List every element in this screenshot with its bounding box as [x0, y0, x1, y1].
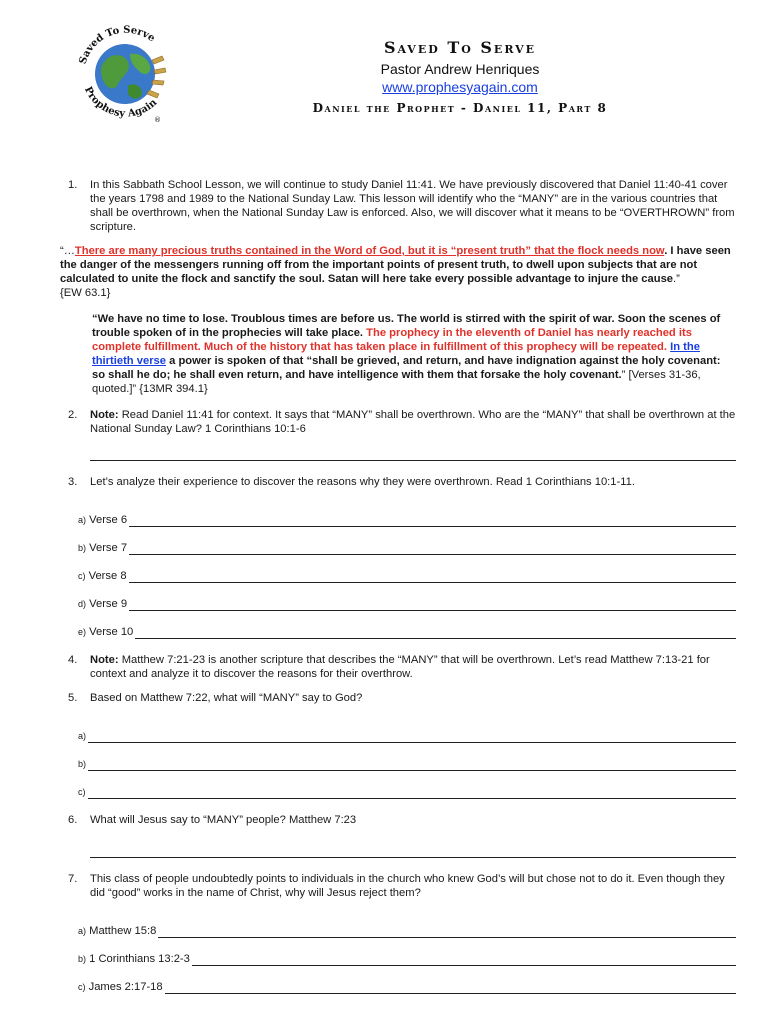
item-letter: d): [78, 599, 87, 609]
item-label: Matthew 15:8: [86, 925, 157, 937]
question-number: 5.: [68, 692, 78, 704]
question-6: [60, 813, 736, 827]
question-number: 7.: [68, 873, 78, 885]
page-title: Saved To Serve: [384, 38, 536, 57]
verse-link[interactable]: In the thirtieth verse: [92, 341, 700, 367]
item-letter: c): [78, 982, 86, 992]
answer-row[interactable]: [78, 938, 736, 966]
question-7: [60, 872, 736, 900]
quote-body: . I have seen the danger of the messengers running off from the important points of present truth, to dwell upon subjects that are not calculated to unite the flock and sanctify the soul. Satan will here take every possible advantage to injure the cause: [60, 245, 731, 285]
question-text: Let’s analyze their experience to discover the reasons why they were overthrown. Read 1 Corinthians 10:1-11.: [90, 476, 635, 488]
quote-reference: ” [Verses 31-36, quoted.]” {13MR 394.1}: [92, 369, 701, 395]
question-number: 3.: [68, 476, 78, 488]
answer-line[interactable]: [129, 570, 736, 583]
globe-logo: [70, 16, 180, 126]
pastor-name: Pastor Andrew Henriques: [380, 61, 540, 77]
note-label: Note:: [90, 409, 119, 421]
answer-line[interactable]: [129, 598, 736, 611]
item-letter: c): [78, 571, 86, 581]
quote-early-writings: [60, 244, 736, 300]
item-label: James 2:17-18: [85, 981, 163, 993]
answer-line[interactable]: [165, 981, 736, 994]
quote-highlight: There are many precious truths contained in the Word of God, but it is “present truth” that the flock needs now: [74, 245, 665, 257]
quote-body-2: a power is spoken of that “shall be grieved, and return, and have indignation against the holy covenant: so shall he do; he shall even return, and have intelligence with them that forsake the holy covenant.: [92, 355, 721, 381]
svg-text:Prophesy Again: Prophesy Again: [81, 85, 160, 120]
answer-row[interactable]: [78, 527, 736, 555]
svg-text:Saved To Serve: Saved To Serve: [77, 24, 157, 66]
quote-body: “We have no time to lose. Troublous times are before us. The world is stirred with the spirit of war. Soon the scenes of trouble spoken of in the prophecies will take place.: [92, 313, 721, 339]
question-text: Read Daniel 11:41 for context. It says that “MANY” shall be overthrown. Who are the “MANY” that shall be overthrown at the National Sunday Law? 1 Corinthians 10:1-6: [90, 409, 736, 435]
item-letter: e): [78, 627, 87, 637]
answer-row[interactable]: [78, 743, 736, 771]
item-letter: b): [78, 759, 87, 769]
item-label: Verse 10: [86, 626, 134, 638]
question-1: [60, 178, 736, 234]
answer-line[interactable]: [135, 626, 736, 639]
quote-manuscript: [60, 312, 736, 396]
question-2: [60, 408, 736, 436]
quote-close: .”: [673, 273, 680, 285]
item-letter: a): [78, 731, 87, 741]
item-label: 1 Corinthians 13:2-3: [86, 953, 190, 965]
lesson-content: [60, 178, 736, 994]
question-number: 2.: [68, 409, 78, 421]
answer-row[interactable]: [78, 499, 736, 527]
answer-line[interactable]: [129, 542, 736, 555]
note-label: Note:: [90, 654, 119, 666]
item-letter: b): [78, 954, 87, 964]
quote-highlight: The prophecy in the eleventh of Daniel has nearly reached its complete fulfillment. Much of the history that has taken place in fulfillment of this prophecy will be repeated.: [92, 327, 692, 353]
answer-line[interactable]: [90, 446, 736, 461]
answer-row[interactable]: [78, 555, 736, 583]
question-text: This class of people undoubtedly points to individuals in the church who knew God’s will but chose not to do it. Even though they did “good” works in the name of Christ, why will Jesus reject them?: [90, 873, 725, 899]
answer-row[interactable]: [78, 715, 736, 743]
question-3: [60, 475, 736, 489]
answer-row[interactable]: [78, 611, 736, 639]
answer-line[interactable]: [158, 925, 736, 938]
question-number: 1.: [68, 179, 78, 191]
question-text: What will Jesus say to “MANY” people? Matthew 7:23: [90, 814, 357, 826]
item-letter: a): [78, 515, 87, 525]
answer-row[interactable]: [78, 910, 736, 938]
header: [230, 38, 690, 115]
quote-open: “…: [60, 245, 75, 257]
answer-line[interactable]: [88, 786, 737, 799]
lesson-subtitle: Daniel the Prophet - Daniel 11, Part 8: [312, 101, 608, 115]
item-label: Verse 6: [86, 514, 128, 526]
item-letter: a): [78, 926, 87, 936]
question-number: 4.: [68, 654, 78, 666]
answer-row[interactable]: [78, 966, 736, 994]
question-text: In this Sabbath School Lesson, we will continue to study Daniel 11:41. We have previously discovered that Daniel 11:40-41 cover the years 1798 and 1989 to the National Sunday Law. This lesson will identify who the “MANY” are in the various countries that shall be overthrown, when the National Sunday Law is enforced. Also, we will discover what it means to be “OVERTHROWN” from scripture.: [90, 179, 735, 233]
answer-row[interactable]: [78, 583, 736, 611]
answer-row[interactable]: [78, 771, 736, 799]
answer-line[interactable]: [88, 730, 736, 743]
item-label: Verse 7: [86, 542, 128, 554]
answer-line[interactable]: [88, 758, 736, 771]
question-4: [60, 653, 736, 681]
question-text: Based on Matthew 7:22, what will “MANY” say to God?: [90, 692, 363, 704]
website-link[interactable]: www.prophesyagain.com: [382, 79, 538, 95]
item-label: Verse 8: [85, 570, 127, 582]
item-label: Verse 9: [86, 598, 128, 610]
item-letter: b): [78, 543, 87, 553]
answer-line[interactable]: [192, 953, 736, 966]
answer-line[interactable]: [129, 514, 736, 527]
question-5: [60, 691, 736, 705]
item-letter: c): [78, 787, 86, 797]
quote-reference: {EW 63.1}: [60, 287, 111, 299]
answer-line[interactable]: [90, 843, 736, 858]
question-text: Matthew 7:21-23 is another scripture that describes the “MANY” that will be overthrown. Let’s read Matthew 7:13-21 for context and analyze it to discover the reasons for their overthrow.: [90, 654, 710, 680]
question-number: 6.: [68, 814, 78, 826]
svg-text:®: ®: [154, 116, 161, 124]
